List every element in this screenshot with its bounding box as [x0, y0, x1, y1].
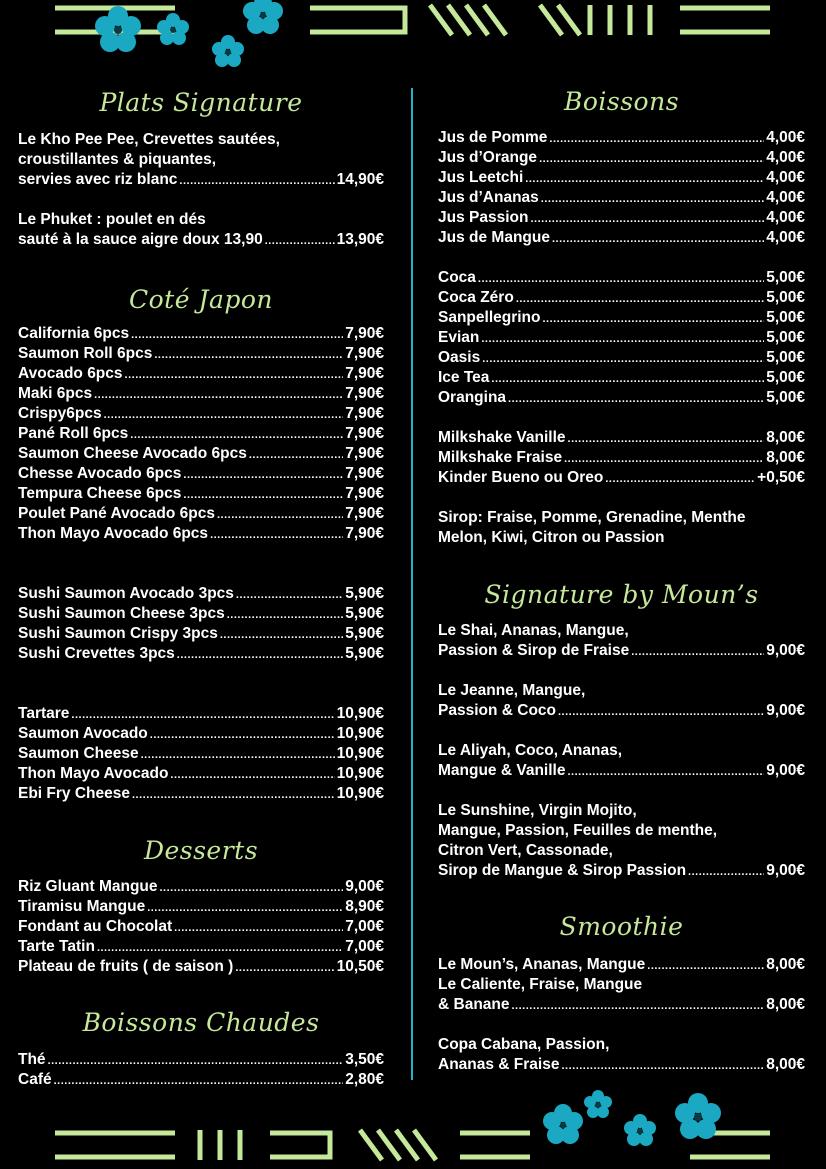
item-name: Orangina	[438, 389, 507, 406]
item-price: 7,90€	[345, 505, 384, 522]
item-name: Jus Passion	[438, 209, 529, 226]
item-name: Sirop de Mangue & Sirop Passion	[438, 862, 687, 879]
item-price: 7,90€	[345, 425, 384, 442]
section-boissons-chaudes	[18, 1008, 384, 1038]
item-price: 5,90€	[345, 605, 384, 622]
item-name: Milkshake Fraise	[438, 449, 563, 466]
menu-item-row	[18, 624, 384, 644]
menu-item-caliente	[438, 975, 805, 1015]
item-text-line: Le Caliente, Fraise, Mangue	[438, 976, 643, 993]
menu-item-jeanne	[438, 681, 805, 721]
menu-item-row	[18, 764, 384, 784]
item-price: 7,90€	[345, 465, 384, 482]
section-title: Smoothie	[559, 912, 684, 941]
menu-item-row	[18, 464, 384, 484]
item-price: 2,80€	[345, 1071, 384, 1088]
menu-item-row	[18, 704, 384, 724]
menu-item-row	[18, 724, 384, 744]
item-price: 4,00€	[766, 229, 805, 246]
item-price: 7,90€	[345, 365, 384, 382]
menu-item-row	[18, 444, 384, 464]
item-price: 9,00€	[766, 762, 805, 779]
item-price: 10,90€	[336, 745, 384, 762]
item-price-row	[18, 170, 384, 190]
menu-item-sirop	[438, 508, 805, 548]
item-text-line: Le Jeanne, Mangue,	[438, 682, 586, 699]
menu-item-row	[438, 368, 805, 388]
item-name: California 6pcs	[18, 325, 130, 342]
item-name: Crispy6pcs	[18, 405, 102, 422]
item-text-line: Le Phuket : poulet en dés	[18, 211, 206, 228]
item-price: 5,90€	[345, 585, 384, 602]
section-cote-japon	[18, 285, 384, 315]
item-name: Tempura Cheese 6pcs	[18, 485, 182, 502]
item-price: 13,90€	[336, 231, 384, 248]
item-price: 5,00€	[766, 269, 805, 286]
item-name: Kinder Bueno ou Oreo	[438, 469, 604, 486]
menu-item-row	[18, 877, 384, 897]
menu-item-row	[438, 208, 805, 228]
menu-item-row	[18, 957, 384, 977]
item-name: Avocado 6pcs	[18, 365, 123, 382]
menu-item-row	[438, 268, 805, 288]
item-price: 7,90€	[345, 485, 384, 502]
menu-item-row	[438, 128, 805, 148]
item-price: 7,90€	[345, 445, 384, 462]
section-desserts	[18, 836, 384, 866]
item-price: 10,90€	[336, 765, 384, 782]
menu-item-row	[438, 288, 805, 308]
item-name: Ice Tea	[438, 369, 490, 386]
item-name: Ananas & Fraise	[438, 1056, 560, 1073]
item-price: 4,00€	[766, 129, 805, 146]
section-smoothie	[438, 912, 805, 942]
item-price-row	[438, 995, 805, 1015]
item-name: & Banane	[438, 996, 510, 1013]
menu-item-row	[18, 524, 384, 544]
list-sodas	[438, 268, 805, 408]
menu-item-sunshine	[438, 801, 805, 881]
menu-item-row	[18, 344, 384, 364]
item-price: 5,00€	[766, 329, 805, 346]
item-name: Thon Mayo Avocado	[18, 765, 169, 782]
item-price-row	[438, 701, 805, 721]
menu-item-row	[18, 1050, 384, 1070]
menu-item-row	[438, 188, 805, 208]
item-name: Jus de Pomme	[438, 129, 548, 146]
item-name: Thon Mayo Avocado 6pcs	[18, 525, 209, 542]
item-name: Sushi Saumon Cheese 3pcs	[18, 605, 225, 622]
item-price: 4,00€	[766, 209, 805, 226]
menu-item-row	[18, 584, 384, 604]
item-price-row	[438, 641, 805, 661]
list-japon-tartare	[18, 704, 384, 804]
item-name: Milkshake Vanille	[438, 429, 566, 446]
item-price: 5,90€	[345, 645, 384, 662]
item-name: Mangue & Vanille	[438, 762, 566, 779]
item-name: Jus d’Orange	[438, 149, 538, 166]
menu-item-shai	[438, 621, 805, 661]
item-price: 7,90€	[345, 385, 384, 402]
item-name: Jus d’Ananas	[438, 189, 539, 206]
item-price: 3,50€	[345, 1051, 384, 1068]
item-name: Tiramisu Mangue	[18, 898, 146, 915]
item-name: Tarte Tatin	[18, 938, 95, 955]
item-name: Sanpellegrino	[438, 309, 541, 326]
item-price: 5,00€	[766, 369, 805, 386]
menu-item-mouns	[438, 955, 805, 975]
item-name: Passion & Sirop de Fraise	[438, 642, 630, 659]
section-title: Coté Japon	[128, 285, 274, 314]
item-price: 8,00€	[766, 956, 805, 973]
section-plats-signature	[18, 88, 384, 118]
item-name: Thé	[18, 1051, 46, 1068]
item-name: Riz Gluant Mangue	[18, 878, 158, 895]
item-price: 4,00€	[766, 149, 805, 166]
item-price-row	[438, 955, 805, 975]
item-price-row	[438, 1055, 805, 1075]
menu-item-row	[18, 424, 384, 444]
item-text-line: Le Shai, Ananas, Mangue,	[438, 622, 629, 639]
item-name: Saumon Roll 6pcs	[18, 345, 153, 362]
item-name: Chesse Avocado 6pcs	[18, 465, 182, 482]
item-name: Café	[18, 1071, 52, 1088]
menu-item-row	[18, 1070, 384, 1090]
item-name: Plateau de fruits ( de saison )	[18, 958, 234, 975]
item-name: Coca	[438, 269, 476, 286]
menu-item-copa-cabana	[438, 1035, 805, 1075]
item-name: Saumon Avocado	[18, 725, 148, 742]
menu-item-row	[18, 784, 384, 804]
item-text-line: Le Sunshine, Virgin Mojito,	[438, 802, 637, 819]
item-text-line: Le Kho Pee Pee, Crevettes sautées,	[18, 131, 280, 148]
section-title: Signature by Moun’s	[484, 580, 759, 609]
item-price: 7,90€	[345, 405, 384, 422]
menu-item-row	[438, 468, 805, 488]
list-desserts	[18, 877, 384, 977]
item-price: 14,90€	[336, 171, 384, 188]
list-jus	[438, 128, 805, 248]
item-price: 9,00€	[345, 878, 384, 895]
menu-item-row	[18, 384, 384, 404]
list-boissons-chaudes	[18, 1050, 384, 1090]
item-name: Fondant au Chocolat	[18, 918, 173, 935]
menu-item-row	[18, 504, 384, 524]
menu-item-kho-pee-pee	[18, 130, 384, 190]
item-name: Sushi Saumon Crispy 3pcs	[18, 625, 218, 642]
item-name: Sushi Crevettes 3pcs	[18, 645, 175, 662]
item-name: Jus de Mangue	[438, 229, 550, 246]
flowers-decoration-top	[88, 0, 308, 80]
item-name: Saumon Cheese Avocado 6pcs	[18, 445, 247, 462]
item-text-line: Copa Cabana, Passion,	[438, 1036, 610, 1053]
menu-item-row	[438, 328, 805, 348]
item-price: +0,50€	[757, 469, 805, 486]
item-price: 10,50€	[336, 958, 384, 975]
item-price-row	[438, 861, 805, 881]
item-price: 7,90€	[345, 345, 384, 362]
item-name: sauté à la sauce aigre doux 13,90	[18, 231, 263, 248]
item-price: 4,00€	[766, 189, 805, 206]
section-title: Boissons Chaudes	[82, 1008, 320, 1037]
menu-item-row	[18, 644, 384, 664]
column-divider	[411, 88, 413, 1080]
section-boissons	[438, 87, 805, 117]
section-signature-mouns	[438, 580, 805, 610]
item-price: 4,00€	[766, 169, 805, 186]
item-price: 5,00€	[766, 349, 805, 366]
menu-item-row	[438, 228, 805, 248]
list-japon-sushi	[18, 584, 384, 664]
flowers-decoration-bottom	[528, 1085, 748, 1169]
item-price: 9,00€	[766, 702, 805, 719]
menu-item-row	[438, 308, 805, 328]
item-price: 5,00€	[766, 389, 805, 406]
item-text-line: Sirop: Fraise, Pomme, Grenadine, Menthe	[438, 509, 746, 526]
item-price: 7,90€	[345, 325, 384, 342]
list-milkshakes	[438, 428, 805, 488]
item-name: Pané Roll 6pcs	[18, 425, 129, 442]
menu-item-row	[438, 348, 805, 368]
item-name: servies avec riz blanc	[18, 171, 178, 188]
item-price: 8,00€	[766, 1056, 805, 1073]
menu-item-phuket	[18, 210, 384, 250]
item-price: 8,00€	[766, 996, 805, 1013]
menu-item-row	[18, 364, 384, 384]
item-name: Jus Leetchi	[438, 169, 524, 186]
item-price: 7,00€	[345, 918, 384, 935]
item-price-row	[438, 761, 805, 781]
menu-item-row	[438, 388, 805, 408]
item-name: Evian	[438, 329, 480, 346]
menu-item-row	[18, 917, 384, 937]
item-name: Maki 6pcs	[18, 385, 93, 402]
item-text-line: Mangue, Passion, Feuilles de menthe,	[438, 822, 718, 839]
list-japon-6pcs	[18, 324, 384, 544]
item-price: 10,90€	[336, 785, 384, 802]
menu-item-row	[18, 484, 384, 504]
item-price: 8,90€	[345, 898, 384, 915]
item-name: Passion & Coco	[438, 702, 556, 719]
item-price: 5,90€	[345, 625, 384, 642]
item-text-line: Citron Vert, Cassonade,	[438, 842, 613, 859]
menu-item-row	[438, 168, 805, 188]
item-price-row	[18, 230, 384, 250]
item-name: Tartare	[18, 705, 70, 722]
item-name: Le Moun’s, Ananas, Mangue	[438, 956, 646, 973]
section-title: Desserts	[143, 836, 259, 865]
item-text-line: Le Aliyah, Coco, Ananas,	[438, 742, 623, 759]
menu-item-row	[18, 324, 384, 344]
item-text-line: croustillantes & piquantes,	[18, 151, 217, 168]
menu-item-row	[18, 604, 384, 624]
section-title: Plats Signature	[99, 88, 303, 117]
item-price: 8,00€	[766, 449, 805, 466]
item-price: 9,00€	[766, 862, 805, 879]
item-price: 5,00€	[766, 309, 805, 326]
item-price: 8,00€	[766, 429, 805, 446]
item-text-line: Melon, Kiwi, Citron ou Passion	[438, 529, 665, 546]
item-name: Ebi Fry Cheese	[18, 785, 130, 802]
item-name: Sushi Saumon Avocado 3pcs	[18, 585, 234, 602]
menu-item-row	[18, 897, 384, 917]
item-name: Saumon Cheese	[18, 745, 139, 762]
item-name: Coca Zéro	[438, 289, 514, 306]
item-name: Poulet Pané Avocado 6pcs	[18, 505, 215, 522]
menu-item-row	[438, 148, 805, 168]
item-price: 10,90€	[336, 725, 384, 742]
menu-item-row	[18, 937, 384, 957]
item-price: 9,00€	[766, 642, 805, 659]
item-price: 10,90€	[336, 705, 384, 722]
item-price: 5,00€	[766, 289, 805, 306]
item-price: 7,90€	[345, 525, 384, 542]
item-price: 7,00€	[345, 938, 384, 955]
section-title: Boissons	[563, 87, 680, 116]
item-name: Oasis	[438, 349, 481, 366]
menu-item-row	[18, 404, 384, 424]
menu-item-row	[18, 744, 384, 764]
menu-item-row	[438, 428, 805, 448]
menu-item-aliyah	[438, 741, 805, 781]
menu-item-row	[438, 448, 805, 468]
